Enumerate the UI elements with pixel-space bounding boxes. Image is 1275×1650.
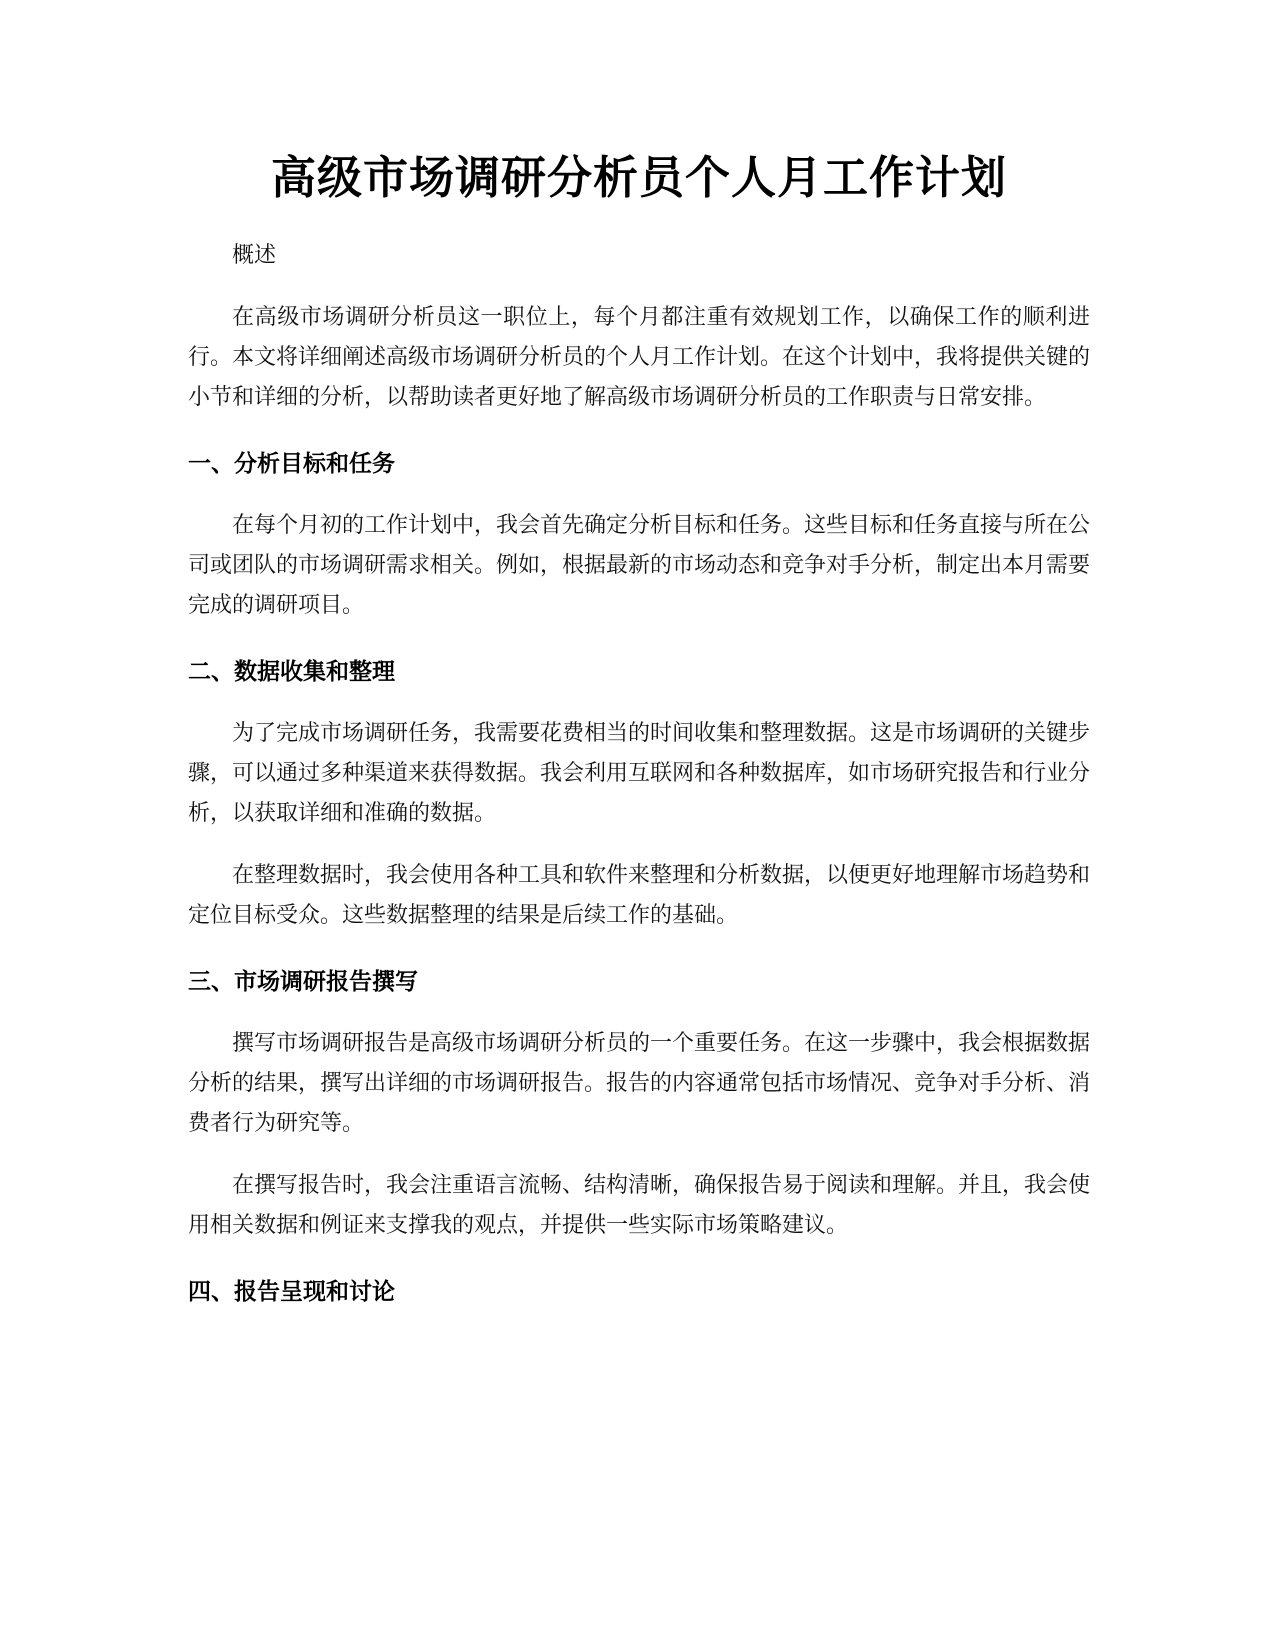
section-heading-data-collection: 二、数据收集和整理 xyxy=(188,659,395,685)
intro-paragraph: 在高级市场调研分析员这一职位上，每个月都注重有效规划工作，以确保工作的顺利进行。本文将详细阐述高级市场调研分析员的个人月工作计划。在这个计划中，我将提供关键的小节和详细的分析，以帮助读者更好地了解高级市场调研分析员的工作职责与日常安排。 xyxy=(188,305,1091,410)
section-report-paragraph-2: 在撰写报告时，我会注重语言流畅、结构清晰，确保报告易于阅读和理解。并且，我会使用相关数据和例证来支撑我的观点，并提供一些实际市场策略建议。 xyxy=(188,1173,1091,1238)
document-title: 高级市场调研分析员个人月工作计划 xyxy=(270,151,1007,204)
section-data-paragraph-1: 为了完成市场调研任务，我需要花费相当的时间收集和整理数据。这是市场调研的关键步骤，可以通过多种渠道来获得数据。我会利用互联网和各种数据库，如市场研究报告和行业分析，以获取详细和准确的数据。 xyxy=(188,721,1091,826)
section-report-paragraph-1: 撰写市场调研报告是高级市场调研分析员的一个重要任务。在这一步骤中，我会根据数据分析的结果，撰写出详细的市场调研报告。报告的内容通常包括市场情况、竞争对手分析、消费者行为研究等。 xyxy=(188,1031,1091,1136)
section-heading-goals: 一、分析目标和任务 xyxy=(188,451,395,477)
section-data-paragraph-2: 在整理数据时，我会使用各种工具和软件来整理和分析数据，以便更好地理解市场趋势和定位目标受众。这些数据整理的结果是后续工作的基础。 xyxy=(188,863,1091,928)
overview-label: 概述 xyxy=(232,243,277,268)
section-heading-presentation: 四、报告呈现和讨论 xyxy=(188,1279,395,1305)
document-page xyxy=(188,150,1090,1312)
section-goals-paragraph: 在每个月初的工作计划中，我会首先确定分析目标和任务。这些目标和任务直接与所在公司或团队的市场调研需求相关。例如，根据最新的市场动态和竞争对手分析，制定出本月需要完成的调研项目。 xyxy=(188,513,1091,618)
section-heading-report-writing: 三、市场调研报告撰写 xyxy=(188,969,418,995)
